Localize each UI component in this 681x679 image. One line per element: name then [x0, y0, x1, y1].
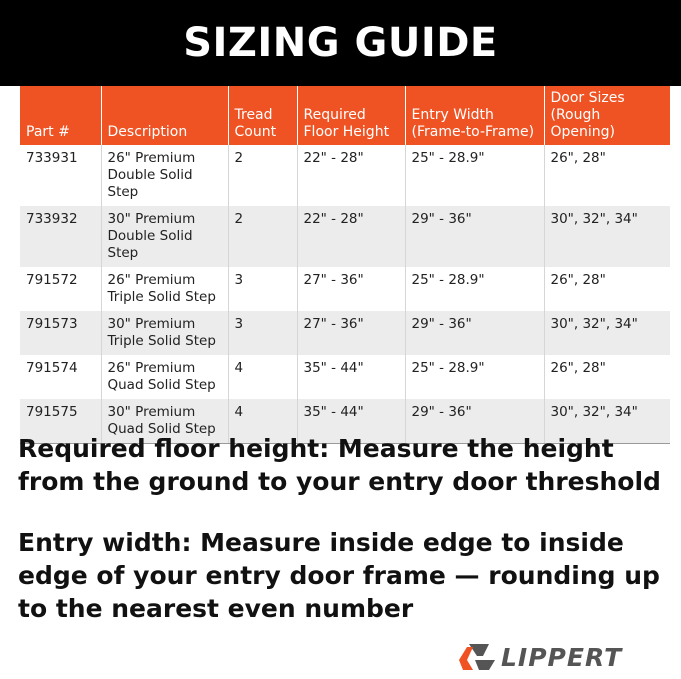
cell-description: 30" Premium Triple Solid Step: [101, 311, 228, 355]
page-title: SIZING GUIDE: [183, 20, 498, 66]
cell-entry-width: 25" - 28.9": [405, 145, 544, 206]
cell-description: 30" Premium Quad Solid Step: [101, 399, 228, 443]
cell-floor-height: 22" - 28": [297, 145, 405, 206]
cell-door-sizes: 30", 32", 34": [544, 399, 670, 443]
table-header-row: [20, 86, 670, 145]
cell-tread-count: 3: [228, 311, 297, 355]
sizing-table: [20, 86, 670, 443]
cell-entry-width: 29" - 36": [405, 399, 544, 443]
header-tread-count: Tread Count: [228, 86, 297, 145]
table-row: [20, 355, 670, 399]
header-banner: [0, 0, 681, 86]
cell-description: 26" Premium Quad Solid Step: [101, 355, 228, 399]
header-description: Description: [101, 86, 228, 145]
header-part-number: Part #: [20, 86, 101, 145]
cell-tread-count: 2: [228, 145, 297, 206]
cell-door-sizes: 26", 28": [544, 267, 670, 311]
brand-name: LIPPERT: [501, 642, 623, 672]
table-body: [20, 145, 670, 443]
cell-description: 30" Premium Double Solid Step: [101, 206, 228, 267]
header-door-sizes: Door Sizes (Rough Opening): [544, 86, 670, 145]
cell-entry-width: 25" - 28.9": [405, 267, 544, 311]
cell-entry-width: 29" - 36": [405, 311, 544, 355]
cell-floor-height: 35" - 44": [297, 399, 405, 443]
cell-part-number: 791572: [20, 267, 101, 311]
cell-part-number: 791574: [20, 355, 101, 399]
cell-door-sizes: 26", 28": [544, 355, 670, 399]
entry-width-note: Entry width: Measure inside edge to inside edge of your entry door frame — rounding up to the nearest even number: [18, 528, 660, 623]
cell-tread-count: 4: [228, 399, 297, 443]
table-row: [20, 145, 670, 206]
cell-tread-count: 4: [228, 355, 297, 399]
cell-part-number: 791575: [20, 399, 101, 443]
cell-tread-count: 2: [228, 206, 297, 267]
cell-door-sizes: 26", 28": [544, 145, 670, 206]
cell-door-sizes: 30", 32", 34": [544, 206, 670, 267]
cell-tread-count: 3: [228, 267, 297, 311]
cell-floor-height: 35" - 44": [297, 355, 405, 399]
sizing-table-container: [20, 86, 670, 444]
header-entry-width: Entry Width (Frame-to-Frame): [405, 86, 544, 145]
cell-description: 26" Premium Double Solid Step: [101, 145, 228, 206]
header-floor-height: Required Floor Height: [297, 86, 405, 145]
table-row: [20, 267, 670, 311]
cell-floor-height: 22" - 28": [297, 206, 405, 267]
cell-floor-height: 27" - 36": [297, 267, 405, 311]
cell-description: 26" Premium Triple Solid Step: [101, 267, 228, 311]
cell-part-number: 733931: [20, 145, 101, 206]
cell-floor-height: 27" - 36": [297, 311, 405, 355]
table-row: [20, 311, 670, 355]
brand-logo: [459, 640, 622, 674]
floor-height-note: Required floor height: Measure the height from the ground to your entry door threshold: [18, 434, 661, 496]
cell-part-number: 791573: [20, 311, 101, 355]
cell-part-number: 733932: [20, 206, 101, 267]
cell-entry-width: 29" - 36": [405, 206, 544, 267]
lippert-logo-icon: [459, 642, 497, 672]
cell-door-sizes: 30", 32", 34": [544, 311, 670, 355]
cell-entry-width: 25" - 28.9": [405, 355, 544, 399]
table-row: [20, 206, 670, 267]
